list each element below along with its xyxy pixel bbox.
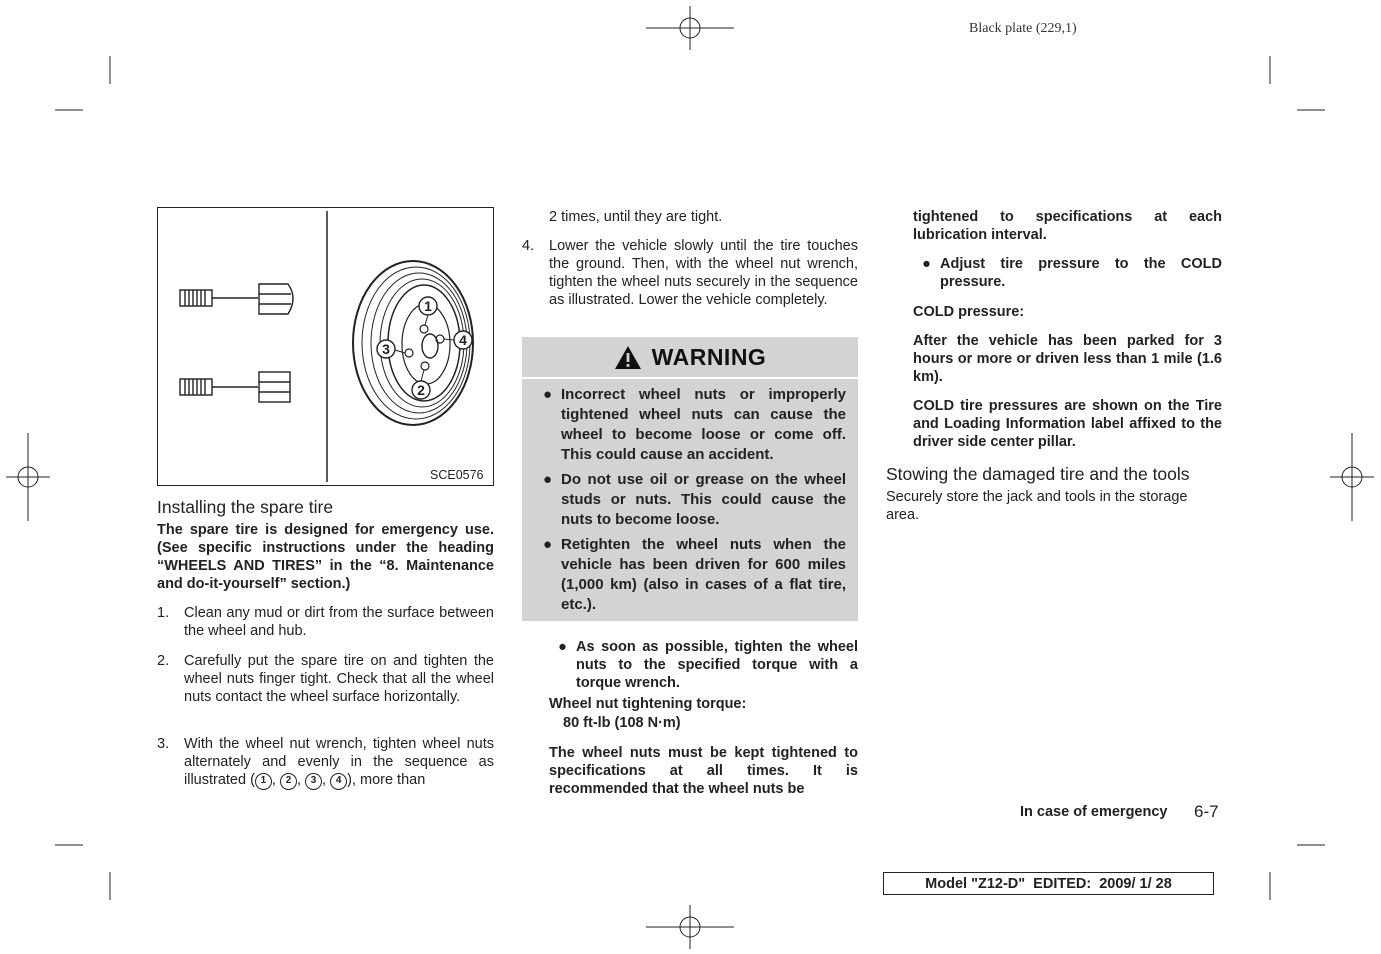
warning-title: WARNING (651, 343, 767, 370)
callout-1-label: 1 (424, 298, 432, 314)
model-edited-box (883, 872, 1214, 895)
torque-value: 80 ft-lb (108 N·m) (563, 715, 681, 731)
callout-ref-4: 4 (330, 773, 347, 790)
warning-header (522, 337, 858, 377)
step-number: 1. (157, 605, 170, 621)
bullet: ● (922, 256, 931, 272)
bullet: ● (542, 471, 553, 488)
bullet: ● (542, 536, 553, 553)
warning-divider (522, 377, 858, 379)
separator: , (322, 772, 327, 788)
cold-pressure-label: COLD pressure: (913, 304, 1025, 320)
figure-illustration (158, 208, 493, 485)
callout-3 (377, 340, 405, 358)
separator: , (296, 772, 302, 788)
stowing-paragraph: Securely store the jack and tools in the storage area. (886, 489, 1188, 523)
callout-2 (412, 370, 430, 399)
wheel-stud-icon (180, 379, 258, 395)
wheel-stud-icon (180, 290, 258, 306)
step-number: 3. (157, 736, 170, 752)
step-number: 4. (522, 238, 535, 254)
cold-pressure-bullet (886, 255, 1222, 291)
keep-tightened-paragraph: The wheel nuts must be kept tightened to specifications at all times. It is recommended that the wheel nuts be (549, 745, 858, 797)
warning-item-text: Incorrect wheel nuts or improperly tightened wheel nuts can cause the wheel to become loose or come off. This could cause an accident. (561, 386, 846, 463)
warning-item-text: Do not use oil or grease on the wheel studs or nuts. This could cause the nuts to become loose. (561, 471, 846, 528)
footer-section-label: In case of emergency (1020, 804, 1168, 820)
warning-list (534, 385, 846, 620)
lug-nut-icon (259, 284, 293, 314)
warning-triangle-icon (614, 345, 642, 370)
lubrication-paragraph: tightened to specifications at each lubrication interval. (913, 209, 1222, 243)
step-1 (157, 604, 494, 640)
warning-item-text: Retighten the wheel nuts when the vehicle has been driven for 600 miles (1,000 km) (also in cases of a flat tire, etc.). (561, 536, 846, 613)
cold-pressure-location: COLD tire pressures are shown on the Tire and Loading Information label affixed to the driver side center pillar. (913, 398, 1222, 450)
model-edited-text: Model "Z12-D" EDITED: 2009/ 1/ 28 (925, 875, 1172, 892)
plate-label: Black plate (229,1) (969, 21, 1077, 36)
torque-bullet-text: As soon as possible, tighten the wheel nuts to the specified torque with a torque wrench. (576, 639, 858, 691)
callout-1 (419, 297, 437, 325)
torque-bullet (522, 638, 858, 692)
step-3-continued: 2 times, until they are tight. (549, 209, 723, 225)
torque-label: Wheel nut tightening torque: (549, 696, 747, 712)
separator: , (271, 772, 276, 788)
callout-4 (444, 331, 472, 349)
callout-2-label: 2 (417, 382, 425, 398)
section-heading-installing: Installing the spare tire (157, 497, 334, 517)
intro-paragraph: The spare tire is designed for emergency use. (See specific instructions under the heading “WHEELS AND TIRES” in the “8. Maintenance and do-it-yourself” section.) (157, 522, 494, 592)
spare-tire-figure (157, 207, 494, 486)
step-text-part: With the wheel nut wrench, tighten wheel nuts alternately and evenly in the sequence as illustrated ( (184, 736, 494, 788)
cold-pressure-bullet-text: Adjust tire pressure to the COLD pressure. (940, 256, 1222, 290)
callout-ref-2: 2 (280, 773, 297, 790)
section-heading-stowing: Stowing the damaged tire and the tools (886, 464, 1190, 484)
bullet: ● (558, 639, 567, 655)
warning-box (522, 337, 858, 621)
step-text-part: ), more than (347, 772, 426, 788)
bullet: ● (542, 386, 553, 403)
flat-nut-icon (259, 372, 290, 402)
step-number: 2. (157, 653, 170, 669)
cold-pressure-definition: After the vehicle has been parked for 3 hours or more or driven less than 1 mile (1.6 km). (913, 333, 1222, 385)
page-number: 6-7 (1194, 802, 1219, 821)
step-text: Carefully put the spare tire on and tighten the wheel nuts finger tight. Check that all the wheel nuts contact the wheel surface horizontally. (184, 653, 494, 705)
callout-4-label: 4 (459, 332, 467, 348)
step-2 (157, 652, 494, 706)
step-text (184, 735, 494, 790)
warning-item (534, 535, 846, 615)
warning-item (534, 470, 846, 530)
step-text: Lower the vehicle slowly until the tire touches the ground. Then, with the wheel nut wrench, tighten the wheel nuts securely in the sequence as illustrated. Lower the vehicle completely. (549, 238, 858, 308)
callout-3-label: 3 (382, 341, 390, 357)
step-4 (522, 237, 858, 309)
step-3 (157, 735, 494, 790)
warning-item (534, 385, 846, 465)
step-text: Clean any mud or dirt from the surface between the wheel and hub. (184, 605, 494, 639)
callout-ref-3: 3 (305, 773, 322, 790)
figure-code: SCE0576 (430, 468, 484, 482)
callout-ref-1: 1 (255, 773, 272, 790)
